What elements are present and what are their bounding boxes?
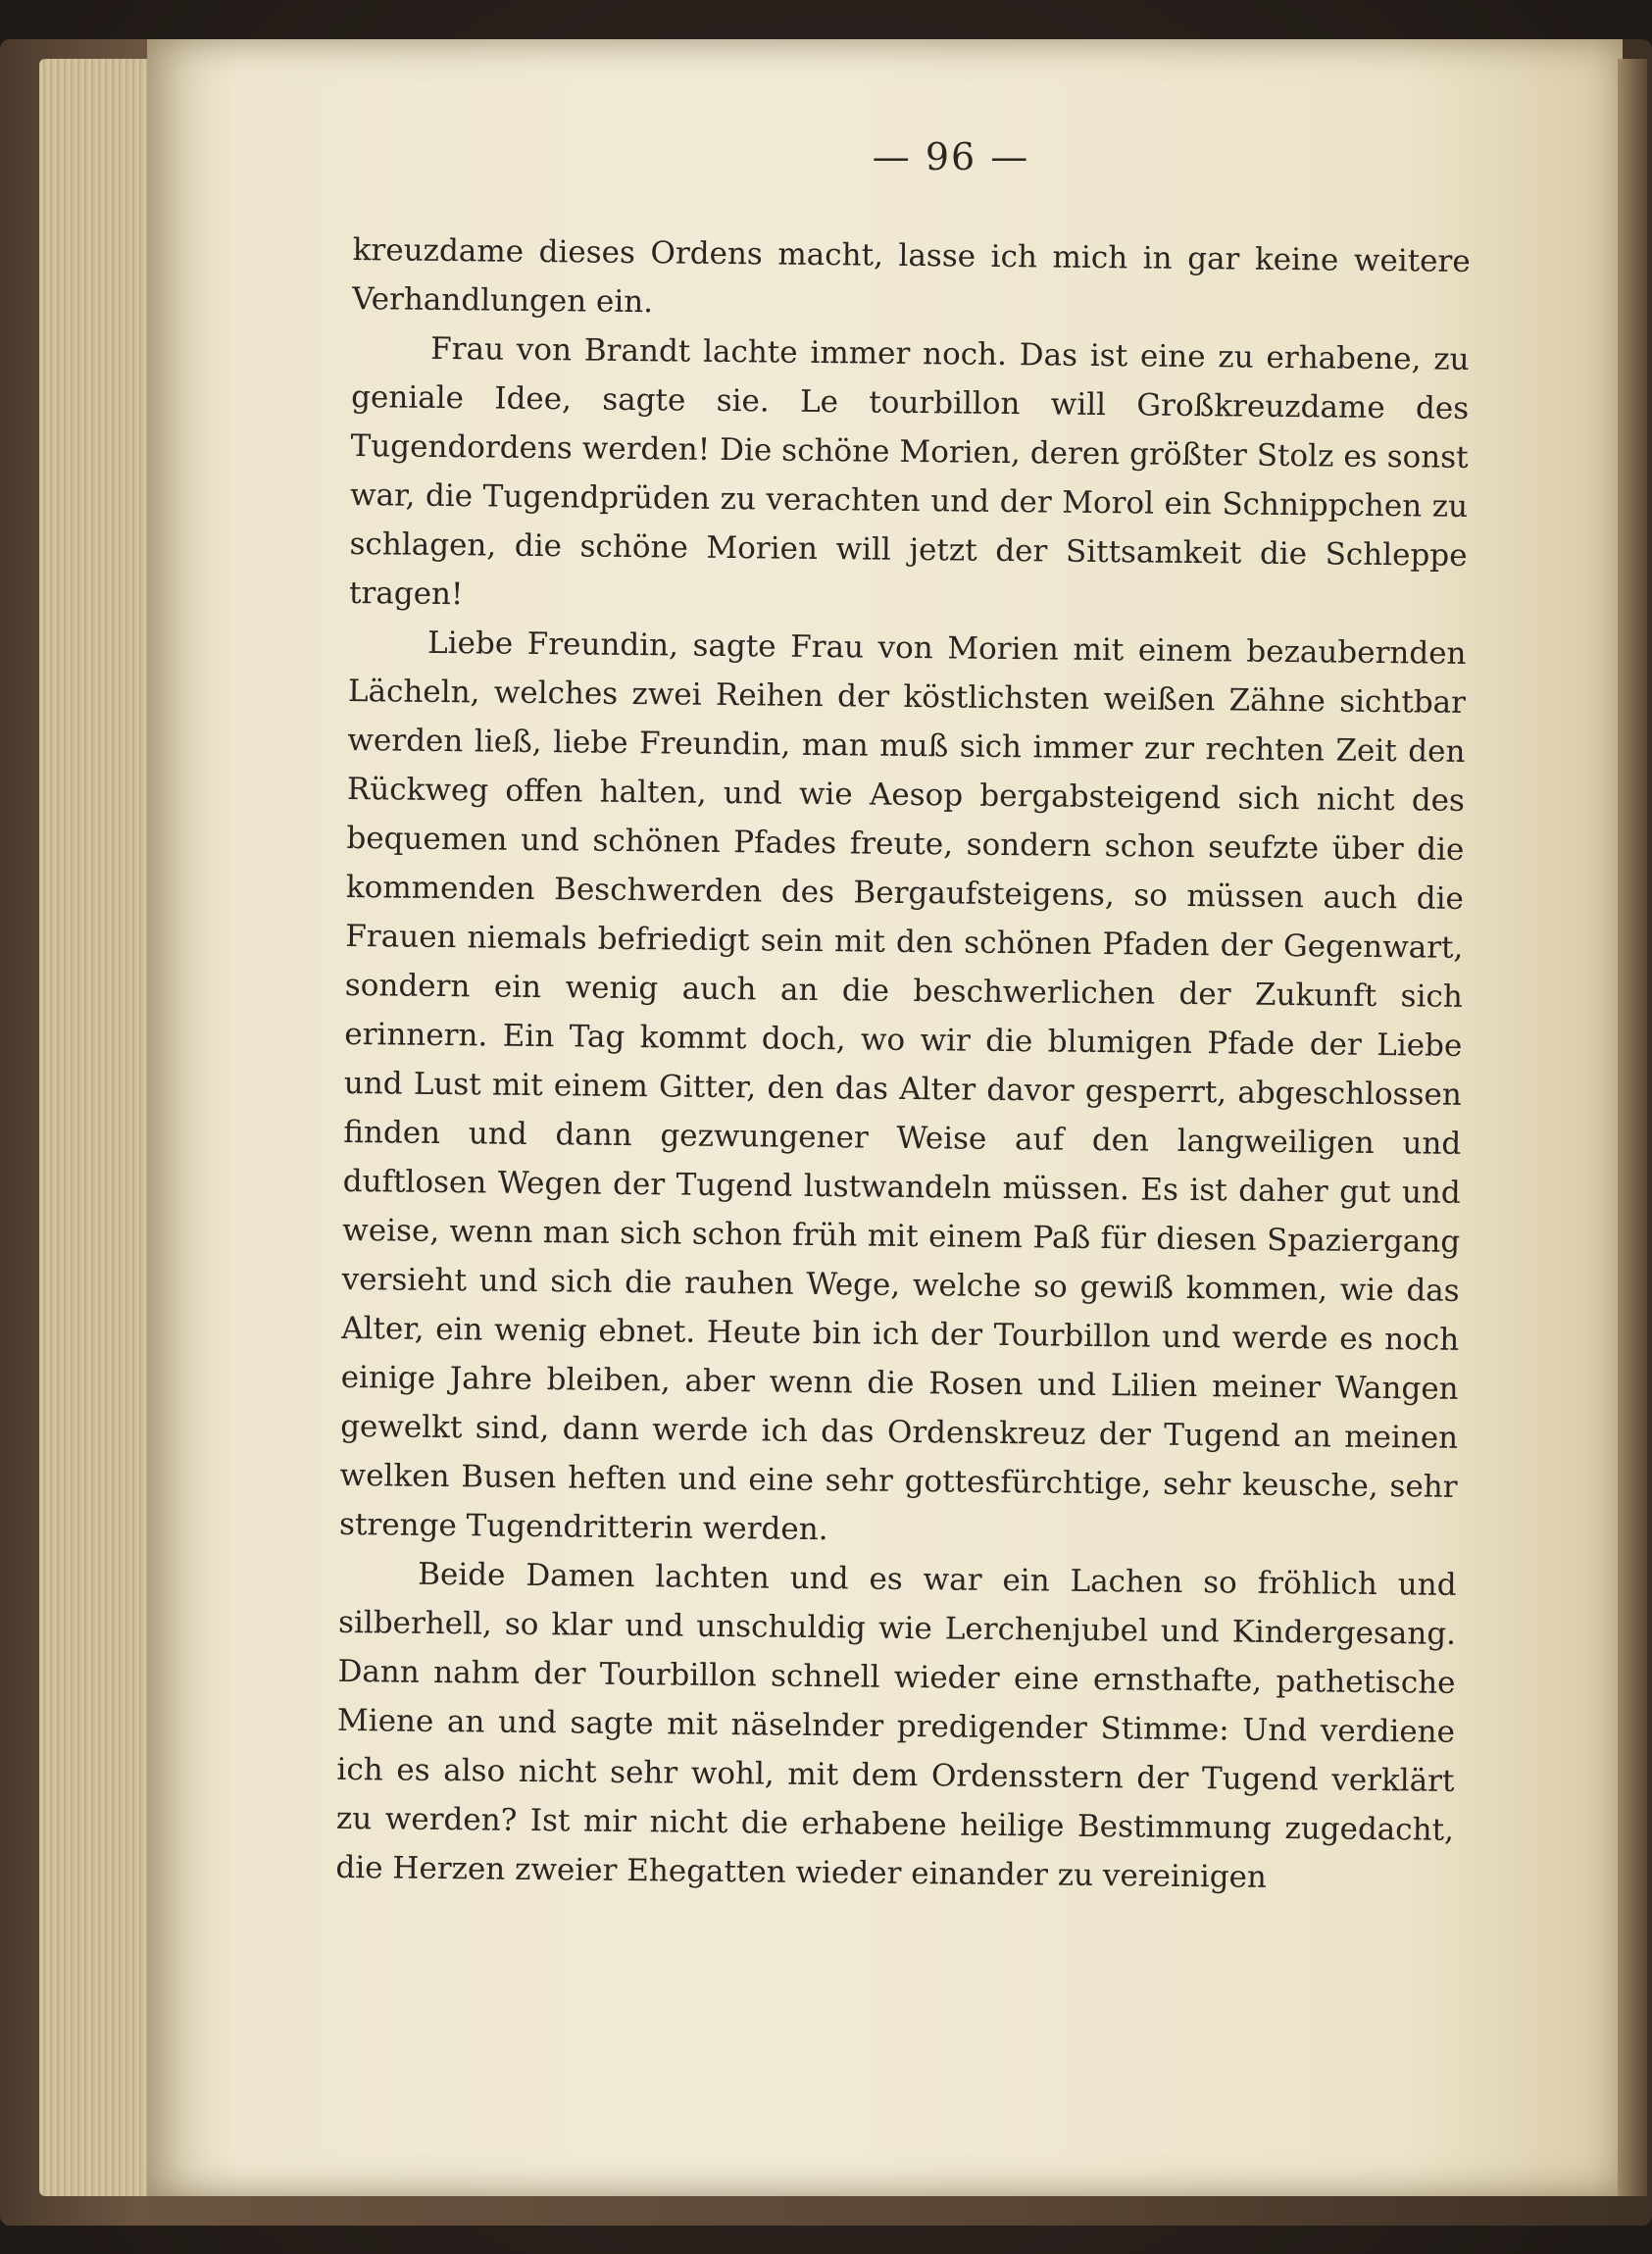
paragraph-1: kreuzdame dieses Ordens macht, lasse ich mich in gar keine weitere Verhandlungen ein. [352, 231, 1471, 321]
paragraph-2: Frau von Brandt lachte immer noch. Das ist eine zu erhabene, zu geniale Idee, sagte sie. Le tourbillon will Großkreuzdame des Tugendordens werden! Die schöne Morien, deren größter Stolz es sonst war, die Tugendprüden zu verachten und der Morol ein Schnippchen zu schlagen, die schöne Morien will jetzt der Sittsamkeit die Schleppe tragen! [348, 330, 1470, 613]
page-body-text [335, 225, 1471, 1904]
right-page-edge [1618, 59, 1647, 2196]
page-number: — 96 — [872, 135, 1030, 178]
paragraph-3: Liebe Freundin, sagte Frau von Morien mit einem bezaubernden Lächeln, welches zwei Reihen der köstlichsten weißen Zähne sichtbar werden ließ, liebe Freundin, man muß sich immer zur rechten Zeit den Rückweg offen halten, und wie Aesop bergabsteigend sich nicht des bequemen und schönen Pfades freute, sondern schon seufzte über die kommenden Beschwerden des Bergaufsteigens, so müssen auch die Frauen niemals befriedigt sein mit den schönen Pfaden der Gegenwart, sondern ein wenig auch an die beschwerlichen der Zukunft sich erinnern. Ein Tag kommt doch, wo wir die blumigen Pfade der Liebe und Lust mit einem Gitter, den das Alter davor gesperrt, abgeschlossen finden und dann gezwungener Weise auf den langweiligen und duftlosen Wegen der Tugend lustwandeln müssen. Es ist daher gut und weise, wenn man sich schon früh mit einem Paß für diesen Spaziergang versieht und sich die rauhen Wege, welche so gewiß kommen, wie das Alter, ein wenig ebnet. Heute bin ich der Tourbillon und werde es noch einige Jahre bleiben, aber wenn die Rosen und Lilien meiner Wangen gewelkt sind, dann werde ich das Ordenskreuz der Tugend an meinen welken Busen heften und eine sehr gottesfürchtige, sehr keusche, sehr strenge Tugendritterin werden. [338, 625, 1467, 1548]
paragraph-4: Beide Damen lachten und es war ein Lachen so fröhlich und silberhell, so klar und unschuldig wie Lerchenjubel und Kindergesang. Dann nahm der Tourbillon schnell wieder eine ernsthafte, pathetische Miene an und sagte mit näselnder predigender Stimme: Und verdiene ich es also nicht sehr wohl, mit dem Ordensstern der Tugend verklärt zu werden? Ist mir nicht die erhabene heilige Bestimmung zugedacht, die Herzen zweier Ehegatten wieder einander zu vereinigen [335, 1556, 1457, 1895]
